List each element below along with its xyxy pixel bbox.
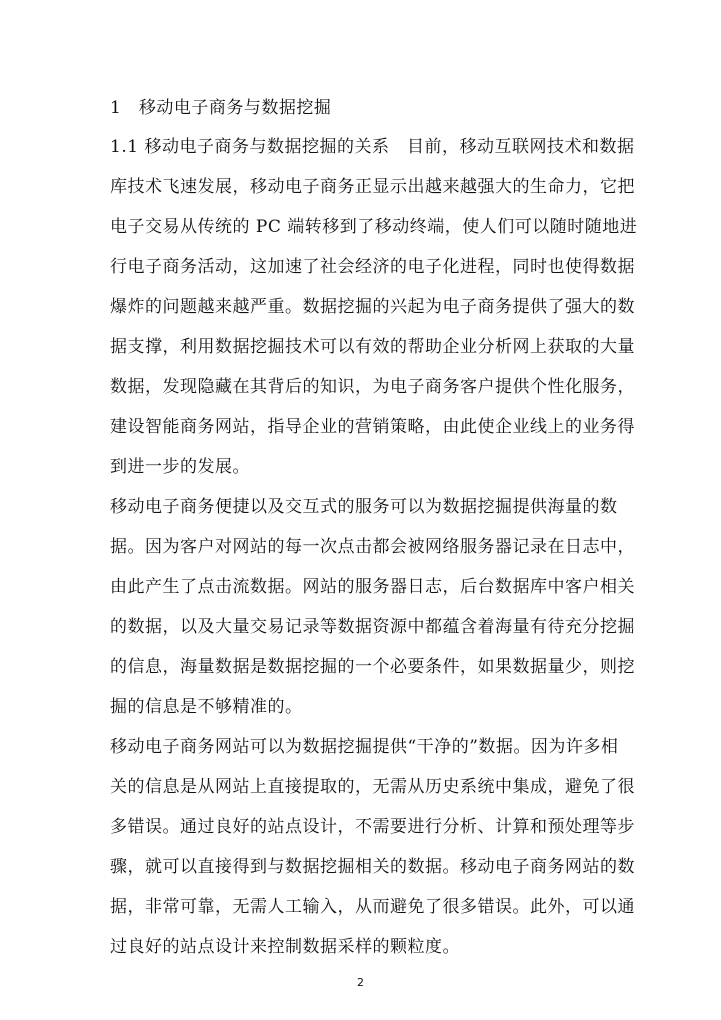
paragraph-2-line: 据。因为客户对网站的每一次点击都会被网络服务器记录在日志中， [110, 537, 635, 557]
paragraph-3-line: 移动电子商务网站可以为数据挖掘提供“干净的”数据。因为许多相 [110, 737, 619, 757]
paragraph-1-line: 数据，发现隐藏在其背后的知识，为电子商务客户提供个性化服务， [110, 377, 635, 397]
paragraph-1-line: 爆炸的问题越来越严重。数据挖掘的兴起为电子商务提供了强大的数 [110, 297, 635, 317]
paragraph-2-line: 的信息，海量数据是数据挖掘的一个必要条件，如果数据量少，则挖 [110, 657, 635, 677]
paragraph-3-line: 骤，就可以直接得到与数据挖掘相关的数据。移动电子商务网站的数 [110, 857, 635, 877]
paragraph-2-line: 由此产生了点击流数据。网站的服务器日志，后台数据库中客户相关 [110, 577, 635, 597]
paragraph-1-line: 行电子商务活动，这加速了社会经济的电子化进程，同时也使得数据 [110, 257, 635, 277]
paragraph-1-line: 建设智能商务网站，指导企业的营销策略，由此使企业线上的业务得 [110, 417, 635, 437]
section-heading: 1 移动电子商务与数据挖掘 [110, 98, 332, 118]
paragraph-1-line: 电子交易从传统的 PC 端转移到了移动终端，使人们可以随时随地进 [110, 217, 638, 237]
paragraph-3-line: 多错误。通过良好的站点设计，不需要进行分析、计算和预处理等步 [110, 817, 635, 837]
paragraph-2-line: 掘的信息是不够精准的。 [110, 697, 303, 717]
paragraph-2-line: 移动电子商务便捷以及交互式的服务可以为数据挖掘提供海量的数 [110, 497, 618, 517]
paragraph-1-line: 1.1 移动电子商务与数据挖掘的关系 目前，移动互联网技术和数据 [110, 137, 635, 157]
paragraph-2-line: 的数据，以及大量交易记录等数据资源中都蕴含着海量有待充分挖掘 [110, 617, 635, 637]
paragraph-3-line: 过良好的站点设计来控制数据采样的颗粒度。 [110, 937, 460, 957]
page-number: 2 [357, 976, 364, 989]
paragraph-3-line: 据，非常可靠，无需人工输入，从而避免了很多错误。此外，可以通 [110, 897, 635, 917]
paragraph-1-line: 据支撑，利用数据挖掘技术可以有效的帮助企业分析网上获取的大量 [110, 337, 635, 357]
paragraph-3-line: 关的信息是从网站上直接提取的，无需从历史系统中集成，避免了很 [110, 777, 635, 797]
paragraph-1-line: 库技术飞速发展，移动电子商务正显示出越来越强大的生命力，它把 [110, 177, 635, 197]
paragraph-1-line: 到进一步的发展。 [110, 457, 250, 477]
